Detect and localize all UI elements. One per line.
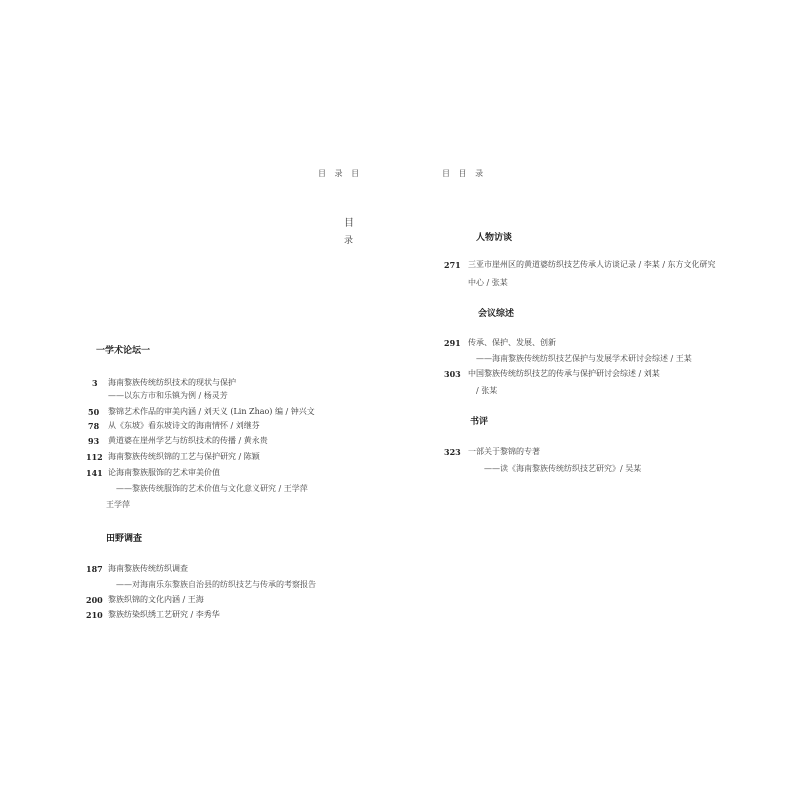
page-number: 112 (86, 452, 103, 462)
toc-entry-sub: ——以东方市和乐镇为例 / 杨灵芳 (108, 391, 228, 400)
page-number: 187 (86, 564, 103, 574)
page-number: 141 (86, 468, 103, 478)
running-header-left: 目 录 目 (318, 169, 363, 178)
toc-entry[interactable]: 海南黎族传统纺织调查 (108, 564, 188, 573)
page-number: 291 (444, 338, 461, 348)
toc-entry[interactable]: 三亚市崖州区的黄道婆纺织技艺传承人访谈记录 / 李某 / 东方文化研究 (468, 260, 716, 269)
toc-entry[interactable]: 黎族织锦的文化内涵 / 王海 (108, 595, 204, 604)
toc-entry-sub: 中心 / 张某 (468, 278, 508, 287)
toc-entry[interactable]: 黎族纺染织绣工艺研究 / 李秀华 (108, 610, 220, 619)
toc-entry[interactable]: 海南黎族传统纺织技术的现状与保护 (108, 378, 236, 387)
toc-entry-sub: / 张某 (476, 386, 498, 395)
page-number: 50 (88, 407, 100, 417)
toc-entry-sub: ——海南黎族传统纺织技艺保护与发展学术研讨会综述 / 王某 (476, 354, 692, 363)
page-number: 78 (88, 421, 100, 431)
toc-entry-sub: 王学萍 (106, 500, 130, 509)
page-number: 303 (444, 369, 461, 379)
toc-entry-sub: ——黎族传统服饰的艺术价值与文化意义研究 / 王学萍 (116, 484, 308, 493)
toc-entry[interactable]: 海南黎族传统织锦的工艺与保护研究 / 陈颖 (108, 452, 260, 461)
page-number: 323 (444, 447, 461, 457)
page-number: 3 (92, 378, 98, 388)
toc-entry[interactable]: 中国黎族传统纺织技艺的传承与保护研讨会综述 / 刘某 (468, 369, 660, 378)
page-number: 210 (86, 610, 103, 620)
section-conference-review: 会议综述 (478, 309, 515, 319)
toc-entry[interactable]: 黄道婆在崖州学艺与纺织技术的传播 / 黄永贵 (108, 436, 268, 445)
page-number: 271 (444, 260, 461, 270)
section-field-survey: 田野调查 (106, 534, 143, 544)
toc-title-a: 目 (344, 218, 354, 229)
section-interviews: 人物访谈 (476, 233, 513, 243)
toc-entry-sub: ——对海南乐东黎族自治县的纺织技艺与传承的考察报告 (116, 580, 316, 589)
toc-entry[interactable]: 从《东坡》看东坡诗文的海南情怀 / 刘继芬 (108, 421, 260, 430)
toc-entry[interactable]: 传承、保护、发展、创新 (468, 338, 556, 347)
section-book-review: 书评 (470, 417, 489, 427)
toc-entry-sub: ——读《海南黎族传统纺织技艺研究》/ 吴某 (484, 464, 642, 473)
running-header-right: 目 目 录 (442, 169, 487, 178)
page-number: 200 (86, 595, 103, 605)
toc-entry[interactable]: 论海南黎族服饰的艺术审美价值 (108, 468, 220, 477)
section-academic-forum: 一学术论坛一 (96, 346, 151, 356)
toc-entry[interactable]: 一部关于黎锦的专著 (468, 447, 540, 456)
page-number: 93 (88, 436, 100, 446)
toc-title-b: 录 (344, 236, 354, 246)
toc-entry[interactable]: 黎锦艺术作品的审美内涵 / 刘天义 (Lin Zhao) 编 / 钟兴文 (108, 407, 315, 416)
